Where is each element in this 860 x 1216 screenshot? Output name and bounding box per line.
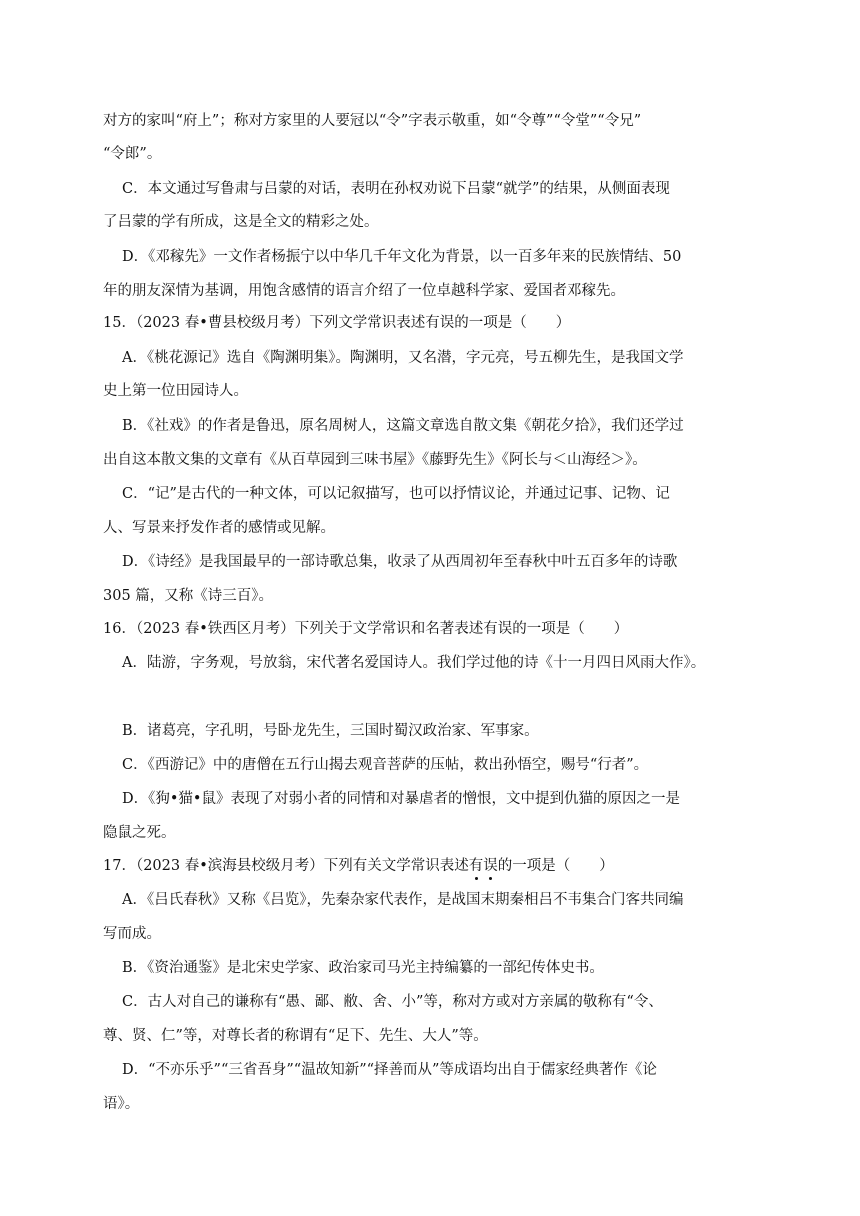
q16-option-b: B．诸葛亮，字孔明，号卧龙先生，三国时蜀汉政治家、军事家。 [122,723,539,739]
q14-option-c: C．本文通过写鲁肃与吕蒙的对话，表明在孙权劝说下吕蒙“就学”的结果，从侧面表现 [122,181,670,197]
q14-option-d-line: 年的朋友深情为基调，用饱含感情的语言介绍了一位卓越科学家、爱国者邓稼先。 [103,283,625,299]
q15-option-c-line: 人、写景来抒发作者的感情或见解。 [103,520,335,536]
q15-stem: 15．（2023 春•曹县校级月考）下列文学常识表述有误的一项是（ ） [103,315,571,331]
q17-stem-emphasis: 有 [468,858,484,874]
q15-option-d: D．《诗经》是我国最早的一部诗歌总集，收录了从西周初年至春秋中叶五百多年的诗歌 [122,554,678,570]
q14-option-c-line: 了吕蒙的学有所成，这是全文的精彩之处。 [103,214,379,230]
q16-option-d-line: 隐鼠之死。 [103,825,176,841]
q17-option-c: C．古人对自己的谦称有“愚、鄙、敝、舍、小”等，称对方或对方亲属的敬称有“令、 [122,994,663,1010]
q14-option-b-line: 对方的家叫“府上”；称对方家里的人要冠以“令”字表示敬重，如“令尊”“令堂”“令兄” [103,113,642,129]
q17-stem-pre: 17．（2023 春•滨海县校级月考）下列有关文学常识表述 [103,858,469,874]
q16-stem: 16．（2023 春•铁西区月考）下列关于文学常识和名著表述有误的一项是（ ） [103,621,629,637]
q17-option-a-line: 写而成。 [103,926,161,942]
q16-option-a: A．陆游，字务观，号放翁，宋代著名爱国诗人。我们学过他的诗《十一月四日风雨大作》。 [122,655,706,671]
q14-option-d: D．《邓稼先》一文作者杨振宁以中华几千年文化为背景，以一百多年来的民族情结、50 [122,249,682,265]
q15-option-b: B．《社戏》的作者是鲁迅，原名周树人，这篇文章选自散文集《朝花夕拾》，我们还学过 [122,418,684,434]
q17-option-d-line: 语》。 [103,1096,140,1112]
q17-stem-post: 的一项是（ ） [497,858,614,874]
q17-stem [103,856,614,876]
q17-option-c-line: 尊、贤、仁”等，对尊长者的称谓有“足下、先生、大人”等。 [103,1028,488,1044]
q15-option-d-line: 305 篇，又称《诗三百》。 [103,588,274,604]
q15-option-a: A．《桃花源记》选自《陶渊明集》。陶渊明，又名潜，字元亮，号五柳先生，是我国文学 [122,350,684,366]
q16-option-d: D．《狗•猫•鼠》表现了对弱小者的同情和对暴虐者的憎恨，文中提到仇猫的原因之一是 [122,791,680,807]
q17-option-d: D．“不亦乐乎”“三省吾身”“温故知新”“择善而从”等成语均出自于儒家经典著作《论 [122,1062,657,1078]
q15-option-c: C．“记”是古代的一种文体，可以记叙描写，也可以抒情议论，并通过记事、记物、记 [122,486,670,502]
q17-option-a: A．《吕氏春秋》又称《吕览》，先秦杂家代表作，是战国末期秦相吕不韦集合门客共同编 [122,892,684,908]
q17-stem-emphasis: 误 [483,858,498,874]
q17-option-b: B．《资治通鉴》是北宋史学家、政治家司马光主持编纂的一部纪传体史书。 [122,960,604,976]
q14-option-b-line: “令郎”。 [103,146,162,162]
q16-option-c: C．《西游记》中的唐僧在五行山揭去观音菩萨的压帖，救出孙悟空，赐号“行者”。 [122,757,649,773]
q15-option-b-line: 出自这本散文集的文章有《从百草园到三味书屋》《藤野先生》《阿长与＜山海经＞》。 [103,452,647,468]
q15-option-a-line: 史上第一位田园诗人。 [103,383,248,399]
